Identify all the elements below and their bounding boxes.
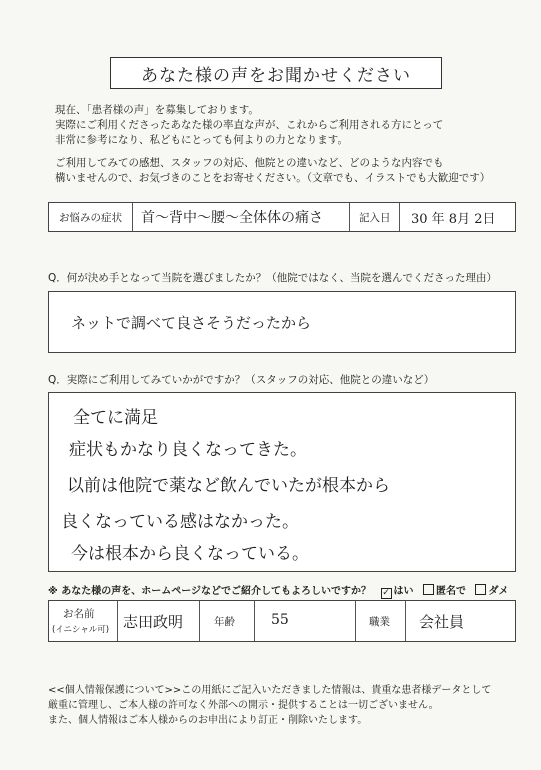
answer-1-box[interactable] xyxy=(48,291,516,353)
question-1: Q．何が決め手となって当院を選びましたか？（他院ではなく、当院を選んでくださった理由） xyxy=(48,272,498,284)
name-value[interactable]: 志田政明 xyxy=(123,613,184,631)
checkbox-icon[interactable] xyxy=(423,584,434,595)
symptom-label: お悩みの症状 xyxy=(59,212,122,224)
consent-row xyxy=(48,582,508,599)
answer-1-text: ネットで調べて良さそうだったから xyxy=(71,314,312,332)
form-title: あなた様の声をお聞かせください xyxy=(110,57,442,89)
answer-2-line-4: 良くなっている感はなかった。 xyxy=(61,512,299,532)
job-label: 職業 xyxy=(369,616,390,628)
intro-line-5: 構いませんので、お気づきのことをお寄せください。（文章でも、イラストでも大歓迎です） xyxy=(55,172,491,184)
consent-option-yes[interactable]: ✓ はい xyxy=(382,586,414,598)
job-value[interactable]: 会社員 xyxy=(419,613,465,631)
date-label: 記入日 xyxy=(359,212,391,224)
symptom-value[interactable]: 首～背中～腰～全体体の痛さ xyxy=(141,210,323,226)
consent-option-no[interactable]: ダメ xyxy=(475,586,508,597)
question-2: Q．実際にご利用してみていかがですか？（スタッフの対応、他院との違いなど） xyxy=(48,374,435,386)
answer-2-line-5: 今は根本から良くなっている。 xyxy=(71,544,309,564)
consent-option-anonymous[interactable]: 匿名で xyxy=(423,586,469,597)
answer-2-line-2: 症状もかなり良くなってきた。 xyxy=(69,440,307,460)
checkbox-checked-icon[interactable]: ✓ xyxy=(382,588,390,598)
profile-row xyxy=(48,600,516,642)
consent-question: ※ あなた様の声を、ホームページなどでご紹介してもよろしいですか？ xyxy=(48,586,372,597)
footer-line-2: 厳重に管理し、ご本人様の許可なく外部への開示・提供することは一切ございません。 xyxy=(48,700,439,711)
symptom-row xyxy=(48,202,516,232)
footer-line-1: <<個人情報保護について>>この用紙にご記入いただきました情報は、貴重な患者様データとして xyxy=(48,685,492,696)
intro-line-4: ご利用してみての感想、スタッフの対応、他院との違いなど、どのような内容でも xyxy=(55,157,444,169)
answer-2-line-3: 以前は他院で薬など飲んでいたが根本から xyxy=(67,476,390,496)
age-label: 年齢 xyxy=(214,616,235,628)
footer-line-3: また、個人情報はご本人様からのお申出により訂正・削除いたします。 xyxy=(48,715,368,726)
age-value[interactable]: 55 xyxy=(271,612,289,628)
date-value[interactable]: 30 年 8月 2日 xyxy=(411,212,496,227)
intro-line-1: 現在、「患者様の声」を募集しております。 xyxy=(55,104,259,116)
answer-2-box[interactable] xyxy=(48,392,516,572)
name-sub-label: (イニシャル可) xyxy=(52,625,110,635)
name-label: お名前 xyxy=(63,608,95,620)
intro-line-3: 非常に参考になり、私どもにとっても何よりの力となります。 xyxy=(55,134,348,146)
checkbox-icon[interactable] xyxy=(475,584,486,595)
intro-line-2: 実際にご利用くださったあなた様の率直な声が、これからご利用される方にとって xyxy=(55,119,444,131)
answer-2-line-1: 全てに満足 xyxy=(73,408,158,428)
